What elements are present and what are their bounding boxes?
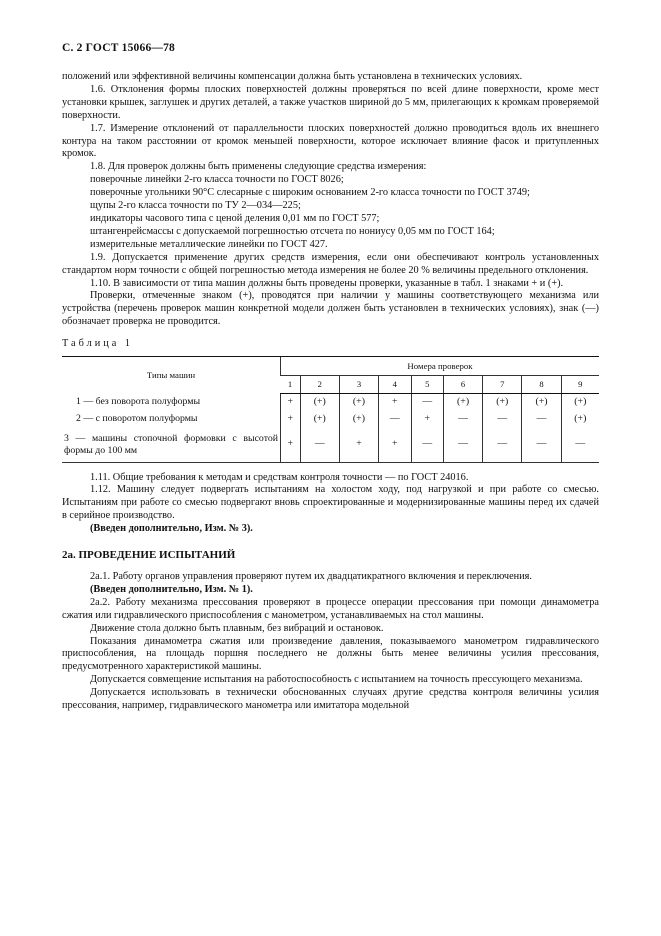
paragraph-1-9: 1.9. Допускается применение других средств измерения, если они обеспечивают контроль установленных стандартом норм точности с общей погрешностью метода измерения не более 20 % величины предельного отклонения. (62, 251, 599, 276)
check-mark: + (379, 428, 411, 463)
paragraph-2a-1: 2а.1. Работу органов управления проверяют путем их двадцатикратного включения и переключения. (90, 570, 532, 582)
paragraph-1-11: 1.11. Общие требования к методам и средствам контроля точности — по ГОСТ 24016. (90, 471, 469, 483)
check-mark: — (379, 411, 411, 428)
paragraph: положений или эффективной величины компенсации должна быть установлена в технических условиях. (62, 71, 523, 82)
check-mark: (+) (443, 394, 482, 411)
paragraph: Движение стола должно быть плавным, без вибраций и остановок. (90, 622, 384, 634)
machine-type-cell: 3 — машины стопочной формовки с высотой формы до 100 мм (62, 428, 281, 463)
instrument-item: штангенрейсмассы с допускаемой погрешностью отсчета по нониусу 0,05 мм по ГОСТ 164; (90, 225, 495, 237)
paragraph-1-6: 1.6. Отклонения формы плоских поверхностей должны проверяться по всей длине поверхности, кроме мест установки крышек, заглушек и других деталей, а также участков шириной до 5 мм, прилегающих к кромкам проверяемой поверхности. (62, 83, 599, 121)
check-mark: — (483, 411, 522, 428)
check-mark: — (522, 411, 561, 428)
check-number: 9 (561, 376, 599, 394)
paragraph-2a-2: 2а.2. Работу механизма прессования проверяют в процессе операции прессования при помощи динамометра сжатия или гидравлического приспособления с манометром, устанавливаемых на стол машины. (62, 596, 599, 621)
instrument-item: щупы 2-го класса точности по ТУ 2—034—225; (90, 200, 301, 212)
machine-type-cell: 1 — без поворота полуформы (76, 395, 201, 407)
instrument-item: поверочные угольники 90°С слесарные с широким основанием 2-го класса точности по ГОСТ 3749; (90, 187, 530, 199)
check-mark: + (281, 394, 301, 411)
page-header: С. 2 ГОСТ 15066—78 (62, 42, 175, 54)
table-row (62, 394, 599, 411)
check-mark: (+) (561, 394, 599, 411)
paragraph: Показания динамометра сжатия или произведение давления, показываемого манометром гидравлического приспособления, на площадь поршня последнего не должны быть менее величины усилия прессования, предусмотренного характеристикой машины. (62, 635, 599, 673)
paragraph-1-10: 1.10. В зависимости от типа машин должны быть проведены проверки, указанные в табл. 1 знаками + и (+). (90, 277, 564, 289)
table-caption: Таблица 1 (62, 338, 134, 350)
check-number: 2 (300, 376, 339, 394)
paragraph-1-12: 1.12. Машину следует подвергать испытаниям на холостом ходу, под нагрузкой и при работе со смесью. Испытаниям при работе со смесью подвергают вновь спроектированные и модернизированные машины перед их сдачей в серийное производство. (62, 484, 599, 522)
check-mark: (+) (300, 394, 339, 411)
instrument-item: индикаторы часового типа с ценой деления 0,01 мм по ГОСТ 577; (90, 212, 380, 224)
check-mark: — (411, 394, 443, 411)
check-number: 8 (522, 376, 561, 394)
check-mark: + (379, 394, 411, 411)
check-mark: — (443, 411, 482, 428)
document-body (62, 71, 599, 713)
section-title: 2а. ПРОВЕДЕНИЕ ИСПЫТАНИЙ (62, 549, 236, 562)
instrument-item: поверочные линейки 2-го класса точности по ГОСТ 8026; (90, 174, 344, 186)
check-mark: + (281, 428, 301, 463)
check-mark: + (339, 428, 378, 463)
column-header-machine-types: Типы машин (62, 357, 281, 394)
paragraph-1-7: 1.7. Измерение отклонений от параллельности плоских поверхностей должно проводиться вдоль их внешнего контура на таком расстоянии от кромок меньшей поверхности, которое исключает влияние фасок и притупленных кромок. (62, 122, 599, 160)
paragraph-checks-note: Проверки, отмеченные знаком (+), проводятся при наличии у машины соответствующего механизма или устройства (перечень проверок машин конкретной модели должен быть установлен в технических условиях), знак (—) обозначает проверка не проводится. (62, 290, 599, 328)
check-mark: (+) (483, 394, 522, 411)
check-mark: + (411, 411, 443, 428)
amendment-note: (Введен дополнительно, Изм. № 1). (90, 583, 253, 595)
check-number: 7 (483, 376, 522, 394)
checks-table (62, 356, 599, 463)
check-mark: — (443, 428, 482, 463)
check-number: 3 (339, 376, 378, 394)
check-mark: — (561, 428, 599, 463)
check-mark: (+) (300, 411, 339, 428)
column-header-check-numbers: Номера проверок (281, 357, 600, 376)
check-mark: — (522, 428, 561, 463)
amendment-note: (Введен дополнительно, Изм. № 3). (90, 523, 253, 535)
paragraph: Допускается использовать в технически обоснованных случаях другие средства контроля величины усилия прессования, например, гидравлического манометра или имитатора модельной (62, 687, 599, 712)
check-mark: + (281, 411, 301, 428)
check-mark: (+) (339, 411, 378, 428)
check-mark: (+) (561, 411, 599, 428)
check-mark: — (483, 428, 522, 463)
check-number: 6 (443, 376, 482, 394)
machine-type-cell: 2 — с поворотом полуформы (76, 412, 198, 424)
check-mark: (+) (522, 394, 561, 411)
instrument-item: измерительные металлические линейки по ГОСТ 427. (90, 238, 328, 250)
check-mark: — (300, 428, 339, 463)
check-mark: — (411, 428, 443, 463)
paragraph: Допускается совмещение испытания на работоспособность с испытанием на точность прессующего механизма. (90, 674, 583, 686)
check-number: 5 (411, 376, 443, 394)
check-number: 1 (281, 376, 301, 394)
paragraph-1-8: 1.8. Для проверок должны быть применены следующие средства измерения: (90, 161, 427, 173)
check-number: 4 (379, 376, 411, 394)
check-mark: (+) (339, 394, 378, 411)
table-row (62, 428, 599, 463)
table-row (62, 411, 599, 428)
